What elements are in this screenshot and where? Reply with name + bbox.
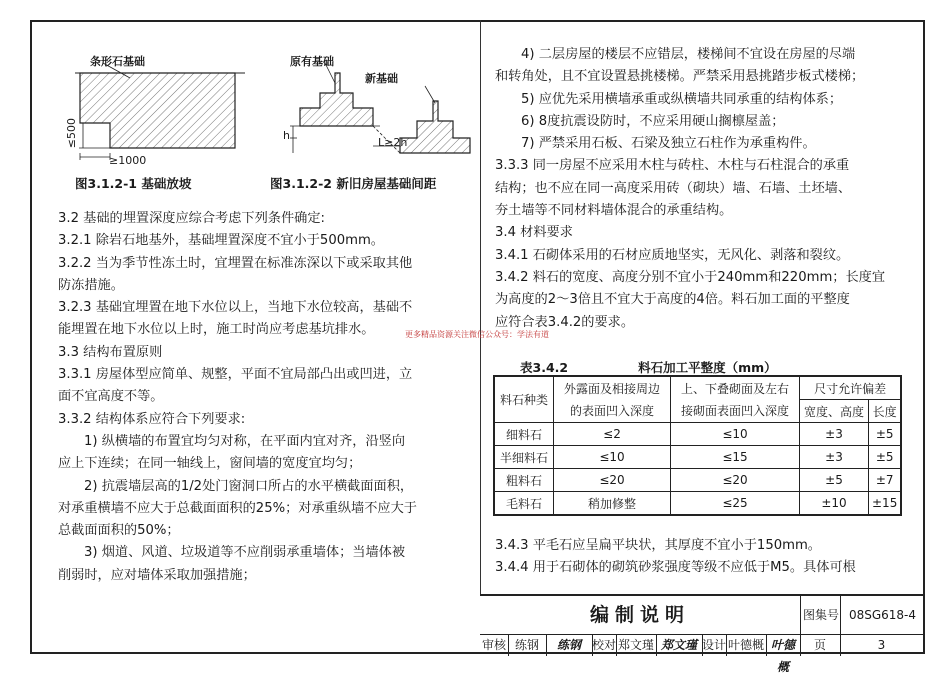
table-row bbox=[494, 469, 901, 492]
table-cell: ±5 bbox=[800, 469, 869, 492]
design-label: 设计 bbox=[702, 638, 727, 652]
fig2-caption: 图3.1.2-2 新旧房屋基础间距 bbox=[270, 176, 437, 191]
table-cell: ±10 bbox=[800, 492, 869, 516]
table-cell: ±3 bbox=[800, 446, 869, 469]
para: 夯土墙等不同材料墙体混合的承重结构。 bbox=[495, 203, 733, 219]
table-caption bbox=[520, 358, 777, 376]
check-label: 校对 bbox=[592, 638, 617, 652]
para: 应符合表3.4.2的要求。 bbox=[495, 314, 635, 330]
table-cell: ±7 bbox=[869, 469, 902, 492]
para: 防冻措施。 bbox=[58, 277, 124, 293]
watermark: 更多精品资源关注微信公众号：学法有道 bbox=[405, 330, 549, 339]
table-cell: 稍加修整 bbox=[554, 492, 671, 516]
fig1-caption: 图3.1.2-1 基础放坡 bbox=[75, 176, 192, 191]
para: 5) 应优先采用横墙承重或纵横墙共同承重的结构体系； bbox=[521, 91, 843, 107]
table-cell: ≤10 bbox=[554, 446, 671, 469]
table-cell: ≤15 bbox=[671, 446, 800, 469]
para: 为高度的2～3倍且不宜大于高度的4倍。料石加工面的平整度 bbox=[495, 292, 850, 308]
para: 3.2.1 除岩石地基外，基础埋置深度不宜小于500mm。 bbox=[58, 233, 384, 249]
para: 3.4.3 平毛石应呈扁平块状，其厚度不宜小于150mm。 bbox=[495, 538, 821, 553]
para: 3.2 基础的埋置深度应综合考虑下列条件确定: bbox=[58, 211, 325, 226]
para: 面不宜高度不等。 bbox=[58, 389, 164, 405]
para: 3.4.2 料石的宽度、高度分别不宜小于240mm和220mm；长度宜 bbox=[495, 269, 886, 285]
para: 3.3.2 结构体系应符合下列要求: bbox=[58, 411, 246, 427]
table-cell: ≤10 bbox=[671, 423, 800, 446]
fig1-dim-height: ≤500 bbox=[65, 118, 78, 149]
column-divider bbox=[480, 20, 481, 594]
table-cell: ≤20 bbox=[554, 469, 671, 492]
table-cell: ±5 bbox=[869, 423, 902, 446]
page-label: 页 bbox=[813, 638, 826, 652]
table-cell: 细料石 bbox=[494, 423, 554, 446]
table-header: 宽度、高度 bbox=[800, 400, 869, 423]
design-name: 叶德概 bbox=[727, 638, 764, 652]
para: 3.3.3 同一房屋不应采用木柱与砖柱、木柱与石柱混合的承重 bbox=[495, 158, 850, 174]
para: 能埋置在地下水位以上时，施工时尚应考虑基坑排水。 bbox=[58, 322, 375, 338]
para: 2) 抗震墙层高的1/2处门窗洞口所占的水平横截面面积， bbox=[84, 478, 414, 494]
right-column-text-bottom bbox=[495, 535, 910, 580]
fig1-dim-width: ≥1000 bbox=[109, 154, 147, 167]
left-column-text bbox=[58, 208, 463, 587]
title-block bbox=[480, 594, 925, 674]
para: 3.2.3 基础宜埋置在地下水位以上，当地下水位较高，基础不 bbox=[58, 300, 413, 316]
para: 4) 二层房屋的楼层不应错层，楼梯间不宜设在房屋的尽端 bbox=[521, 47, 856, 62]
para: 3) 烟道、风道、垃圾道等不应削弱承重墙体；当墙体被 bbox=[84, 545, 406, 561]
para: 3.2.2 当为季节性冻土时，宜埋置在标准冻深以下或采取其他 bbox=[58, 255, 413, 271]
check-signature: 郑文瑾 bbox=[660, 638, 697, 652]
fig2-dim-h: h bbox=[283, 129, 290, 142]
table-cell: 毛料石 bbox=[494, 492, 554, 516]
table-label: 表3.4.2 bbox=[520, 360, 569, 375]
para: 结构；也不应在同一高度采用砖（砌块）墙、石墙、土坯墙、 bbox=[495, 180, 852, 196]
table-cell: ≤25 bbox=[671, 492, 800, 516]
table-row bbox=[494, 492, 901, 516]
para: 总截面面积的50%； bbox=[58, 523, 180, 539]
table-row bbox=[494, 423, 901, 446]
table-title: 料石加工平整度（mm） bbox=[638, 360, 777, 375]
review-signature: 练钢 bbox=[556, 638, 581, 652]
table-cell: ±15 bbox=[869, 492, 902, 516]
table-header: 外露面及相接周边 bbox=[554, 376, 671, 400]
fig2-label-old: 原有基础 bbox=[290, 55, 334, 68]
table-cell: ±5 bbox=[869, 446, 902, 469]
fig1-label-strip: 条形石基础 bbox=[90, 55, 145, 68]
check-name: 郑文瑾 bbox=[617, 638, 654, 652]
table-header: 的表面凹入深度 bbox=[554, 400, 671, 423]
review-name: 练钢 bbox=[514, 638, 539, 652]
para: 应上下连续；在同一轴线上，窗间墙的宽度宜均匀； bbox=[58, 456, 362, 472]
para: 3.4 材料要求 bbox=[495, 225, 573, 241]
flatness-table bbox=[493, 375, 902, 516]
atlas-number: 08SG618-4 bbox=[840, 596, 924, 634]
table-cell: 粗料石 bbox=[494, 469, 554, 492]
para: 3.3 结构布置原则 bbox=[58, 344, 163, 360]
table-cell: ≤20 bbox=[671, 469, 800, 492]
para: 3.3.1 房屋体型应简单、规整，平面不宜局部凸出或凹进，立 bbox=[58, 367, 413, 383]
doc-title: 编制说明 bbox=[589, 604, 690, 626]
table-header: 长度 bbox=[869, 400, 902, 423]
page-number: 3 bbox=[877, 638, 886, 652]
para: 6) 8度抗震设防时，不应采用硬山搁檩屋盖； bbox=[521, 113, 785, 129]
para: 7) 严禁采用石板、石梁及独立石柱作为承重构件。 bbox=[521, 136, 816, 152]
para: 3.4.1 石砌体采用的石材应质地坚实，无风化、剥落和裂纹。 bbox=[495, 247, 850, 263]
fig2-dim-l: L≥2h bbox=[378, 136, 408, 149]
right-column-text bbox=[495, 44, 910, 334]
design-signature: 叶德概 bbox=[770, 638, 795, 674]
para: 3.4.4 用于石砌体的砌筑砂浆强度等级不应低于M5。具体可根 bbox=[495, 560, 856, 576]
figures-svg bbox=[35, 28, 475, 168]
table-header: 上、下叠砌面及左右 bbox=[671, 376, 800, 400]
review-label: 审核 bbox=[481, 638, 506, 652]
para: 1) 纵横墙的布置宜均匀对称，在平面内宜对齐，沿竖向 bbox=[84, 433, 406, 449]
table-cell: ±3 bbox=[800, 423, 869, 446]
para: 对承重横墙不应大于总截面面积的25%；对承重纵墙不应大于 bbox=[58, 500, 417, 516]
fig1-drawing bbox=[75, 63, 245, 160]
figures-area bbox=[35, 28, 475, 198]
para: 和转角处，且不宜设置悬挑楼梯。严禁采用悬挑踏步板式楼梯； bbox=[495, 69, 865, 85]
atlas-label: 图集号 bbox=[800, 596, 841, 634]
fig2-label-new: 新基础 bbox=[365, 72, 398, 85]
para: 削弱时，应对墙体采取加强措施； bbox=[58, 567, 256, 583]
table-cell: ≤2 bbox=[554, 423, 671, 446]
table-header: 料石种类 bbox=[494, 376, 554, 423]
table-header: 接砌面表面凹入深度 bbox=[671, 400, 800, 423]
table-cell: 半细料石 bbox=[494, 446, 554, 469]
table-header: 尺寸允许偏差 bbox=[800, 376, 902, 400]
table-row bbox=[494, 446, 901, 469]
